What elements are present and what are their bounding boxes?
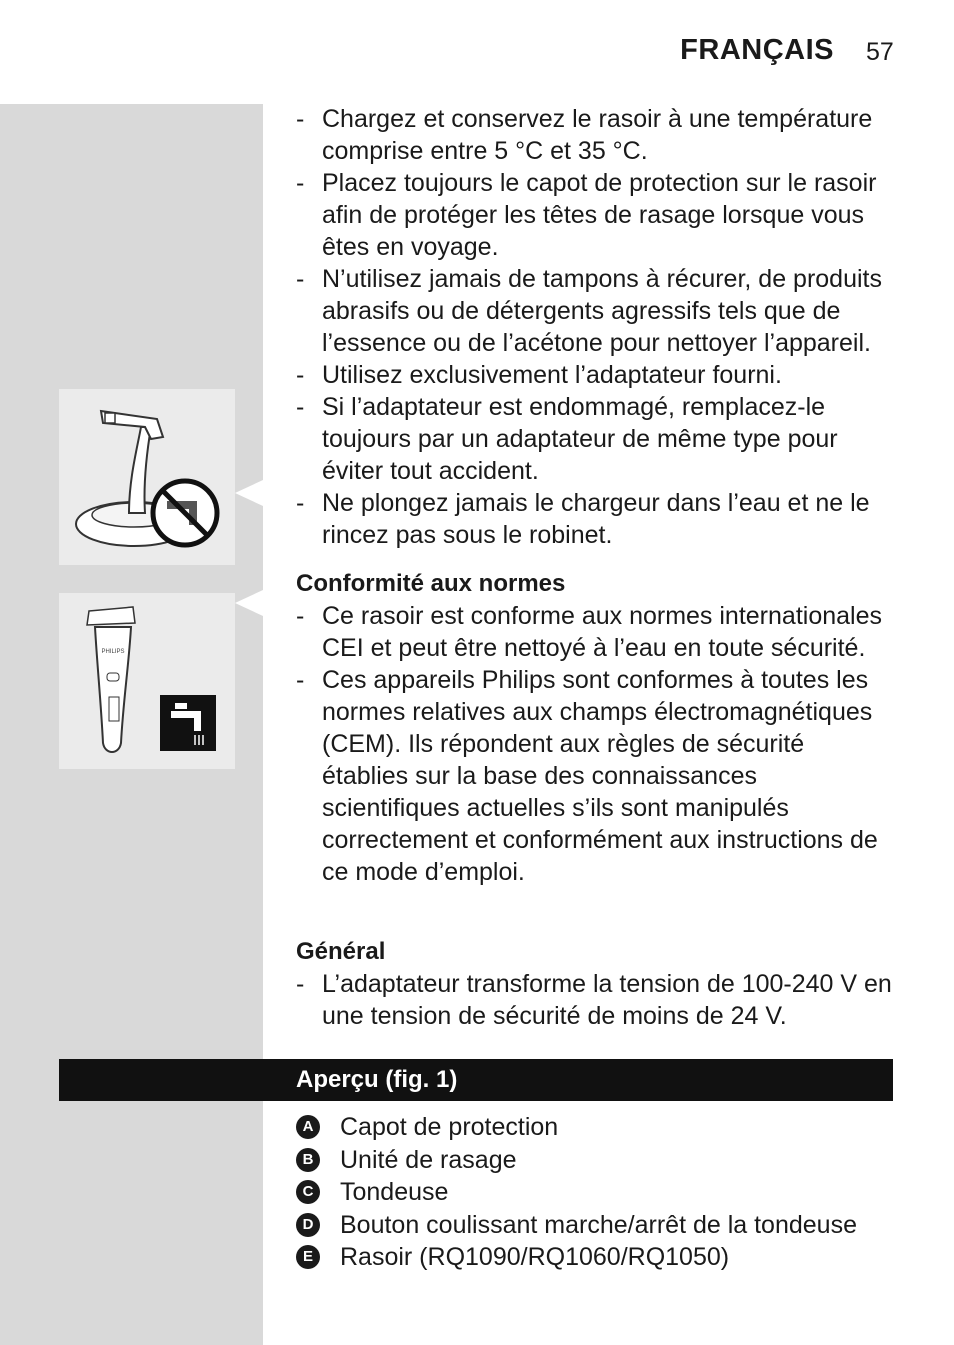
- bullet-dash: -: [296, 169, 305, 197]
- bullet-dash: -: [296, 489, 305, 517]
- bullet-dash: -: [296, 105, 305, 133]
- bullet-item: [296, 968, 896, 1032]
- bullet-dash: -: [296, 602, 305, 630]
- bullet-text: Ne plongez jamais le chargeur dans l’eau et ne le rincez pas sous le robinet.: [322, 489, 870, 549]
- list-item-label: Rasoir (RQ1090/RQ1060/RQ1050): [340, 1243, 730, 1271]
- compliance-heading: Conformité aux normes: [296, 570, 566, 597]
- page-number: 57: [866, 38, 894, 66]
- general-heading: Général: [296, 938, 386, 965]
- letter-badge: B: [296, 1148, 320, 1172]
- bullet-item: [296, 664, 896, 888]
- bullet-dash: -: [296, 265, 305, 293]
- bullet-item: [296, 487, 896, 551]
- safety-bullets: [296, 103, 896, 551]
- figure-pointer: [235, 590, 263, 616]
- bullet-text: Chargez et conservez le rasoir à une température comprise entre 5 °C et 35 °C.: [322, 105, 873, 165]
- list-item-label: Bouton coulissant marche/arrêt de la tondeuse: [340, 1210, 857, 1239]
- bullet-text: N’utilisez jamais de tampons à récurer, de produits abrasifs ou de détergents agressifs tels que de l’essence ou de l’acétone pour nettoyer l’appareil.: [322, 265, 882, 357]
- bullet-item: [296, 103, 896, 167]
- bullet-dash: -: [296, 666, 305, 694]
- bullet-text: Utilisez exclusivement l’adaptateur fourni.: [322, 361, 782, 389]
- figure-pointer: [235, 480, 263, 506]
- list-item-label: Tondeuse: [340, 1178, 449, 1206]
- general-section: [296, 936, 896, 1032]
- bullet-text: Si l’adaptateur est endommagé, remplacez-le toujours par un adaptateur de même type pour éviter tout accident.: [322, 393, 838, 485]
- bullet-text: Placez toujours le capot de protection sur le rasoir afin de protéger les têtes de rasage lorsque vous êtes en voyage.: [322, 169, 877, 261]
- bullet-dash: -: [296, 970, 305, 998]
- list-item: [296, 1241, 857, 1274]
- letter-badge: A: [296, 1115, 320, 1139]
- page-language-title: FRANÇAIS: [680, 34, 834, 66]
- compliance-section: [296, 568, 896, 888]
- bullet-item: [296, 167, 896, 263]
- list-item: [296, 1176, 857, 1209]
- overview-heading-bar: [59, 1059, 893, 1101]
- list-item-label: Unité de rasage: [340, 1145, 517, 1174]
- list-item: [296, 1144, 857, 1177]
- charger-no-water-illustration: [59, 389, 235, 565]
- overview-list: [296, 1111, 857, 1274]
- washable-shaver-illustration: [59, 593, 235, 769]
- list-item-label: Capot de protection: [340, 1113, 559, 1141]
- shaver-brand-text: PHILIPS: [101, 649, 125, 655]
- bullet-item: [296, 359, 896, 391]
- overview-heading: Aperçu (fig. 1): [296, 1066, 458, 1093]
- list-item: [296, 1111, 857, 1144]
- bullet-item: [296, 263, 896, 359]
- bullet-dash: -: [296, 393, 305, 421]
- bullet-item: [296, 391, 896, 487]
- bullet-text: Ce rasoir est conforme aux normes internationales CEI et peut être nettoyé à l’eau en toute sécurité.: [322, 602, 882, 662]
- letter-badge: E: [296, 1245, 320, 1269]
- letter-badge: C: [296, 1180, 320, 1204]
- bullet-text: Ces appareils Philips sont conformes à toutes les normes relatives aux champs électromagnétiques (CEM). Ils répondent aux règles de sécurité établies sur la base des connaissances scientifiques actuelles s’ils sont manipulés correctement et conformément aux instructions de ce mode d’emploi.: [322, 666, 878, 886]
- list-item: [296, 1209, 857, 1242]
- letter-badge: D: [296, 1213, 320, 1237]
- bullet-dash: -: [296, 361, 305, 389]
- bullet-text: L’adaptateur transforme la tension de 100-240 V en une tension de sécurité de moins de 24 V.: [322, 970, 892, 1030]
- bullet-item: [296, 600, 896, 664]
